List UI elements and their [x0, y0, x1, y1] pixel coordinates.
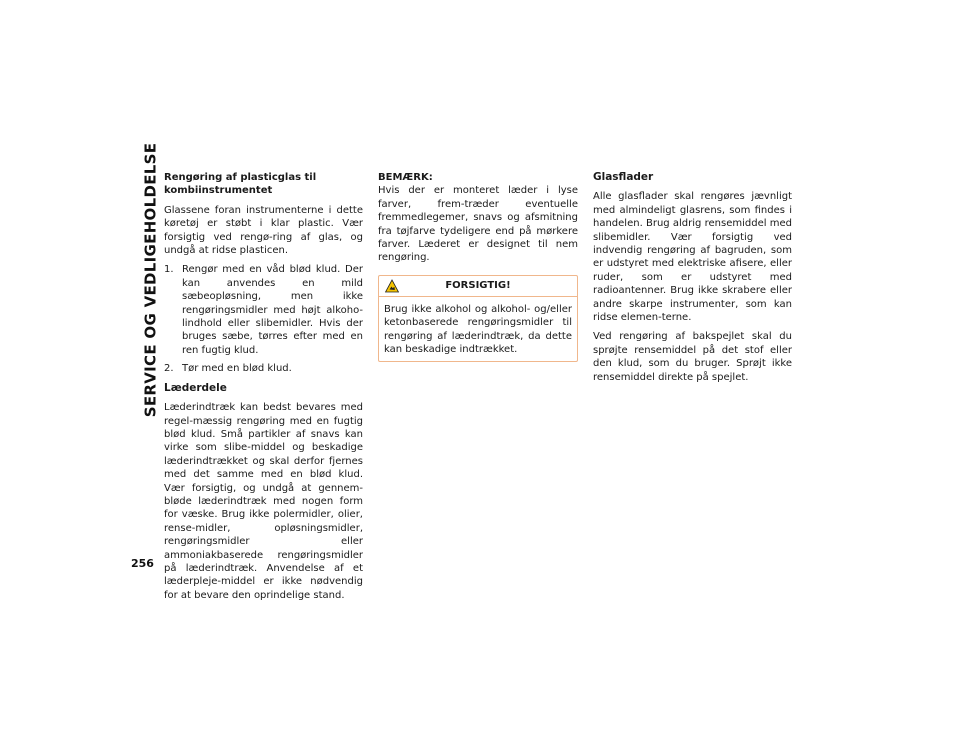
warning-triangle-icon [385, 279, 399, 293]
caution-title: FORSIGTIG! [445, 280, 511, 292]
list-item-text: Rengør med en våd blød klud. Der kan anvendes en mild sæbeopløsning, men ikke rengøringsmidler med højt alkoho-lindhold eller slibemidler. Hvis der bruges sæbe, tørres efter med en ren fugtig klud. [182, 264, 363, 356]
heading-plastic-glass [164, 171, 363, 198]
note-text: Hvis der er monteret læder i lyse farver, frem-træder eventuelle fremmedlegemer, snavs og afsmitning fra tøjfarve tydeligere end på mørkere farver. Læderet er designet til nem rengøring. [378, 185, 578, 264]
note-label: BEMÆRK: [378, 172, 433, 183]
column-right [593, 171, 792, 390]
column-middle [378, 171, 578, 362]
caution-text: Brug ikke alkohol og alkohol- og/eller ketonbaserede rengøringsmidler til rengøring af læderindtræk, da dette kan beskadige indtrækket. [384, 303, 572, 356]
heading-plastic-glass-line2: kombiinstrumentet [164, 185, 273, 197]
heading-plastic-glass-line1: Rengøring af plasticglas til [164, 172, 317, 183]
paragraph-plastic-glass: Glassene foran instrumenterne i dette køretøj er støbt i klar plastic. Vær forsigtig ved rengø-ring af glas, og undgå at ridse plasticen. [164, 204, 363, 257]
heading-glass-surfaces: Glasflader [593, 171, 654, 183]
section-side-title-text: SERVICE OG VEDLIGEHOLDELSE [141, 142, 159, 418]
caution-header [379, 276, 577, 297]
column-left [164, 171, 363, 608]
cleaning-steps-list [164, 263, 363, 375]
paragraph-glass-surfaces: Alle glasflader skal rengøres jævnligt med almindeligt glasrens, som findes i handelen. Brug aldrig rensemiddel med slibemidler. Vær forsigtig ved indvendig rengøring af bagruden, som er udstyret med elektriske afisere, eller ruder, som er udstyret med radioantenner. Brug ikke skrabere eller andre skarpe instrumenter, som kan ridse elemen-terne. [593, 191, 792, 324]
list-item [164, 263, 363, 357]
page-number: 256 [131, 557, 154, 570]
section-side-title [137, 142, 163, 418]
caution-box [378, 275, 578, 363]
list-item [164, 362, 363, 375]
list-item-number: 1. [164, 264, 174, 276]
paragraph-leather: Læderindtræk kan bedst bevares med regel-mæssig rengøring med en fugtig blød klud. Små partikler af snavs kan virke som slibe-middel og beskadige læderindtrækket og skal derfor fjernes med det samme med en blød klud. Vær forsigtig, og undgå at gennem-bløde læderindtræk med nogen form for væske. Brug ikke polermidler, olier, rense-midler, opløsningsmidler, rengøringsmidler eller ammoniakbaserede rengøringsmidler på læderindtræk. Anvendelse af et læderpleje-middel er ikke nødvendig for at bevare den oprindelige stand. [164, 402, 363, 601]
paragraph-mirror: Ved rengøring af bakspejlet skal du sprøjte rensemiddel på det stof eller den klud, som du bruger. Sprøjt ikke rensemiddel direkte på spejlet. [593, 331, 792, 383]
heading-leather: Læderdele [164, 381, 227, 394]
list-item-number: 2. [164, 363, 174, 375]
list-item-text: Tør med en blød klud. [182, 363, 292, 375]
